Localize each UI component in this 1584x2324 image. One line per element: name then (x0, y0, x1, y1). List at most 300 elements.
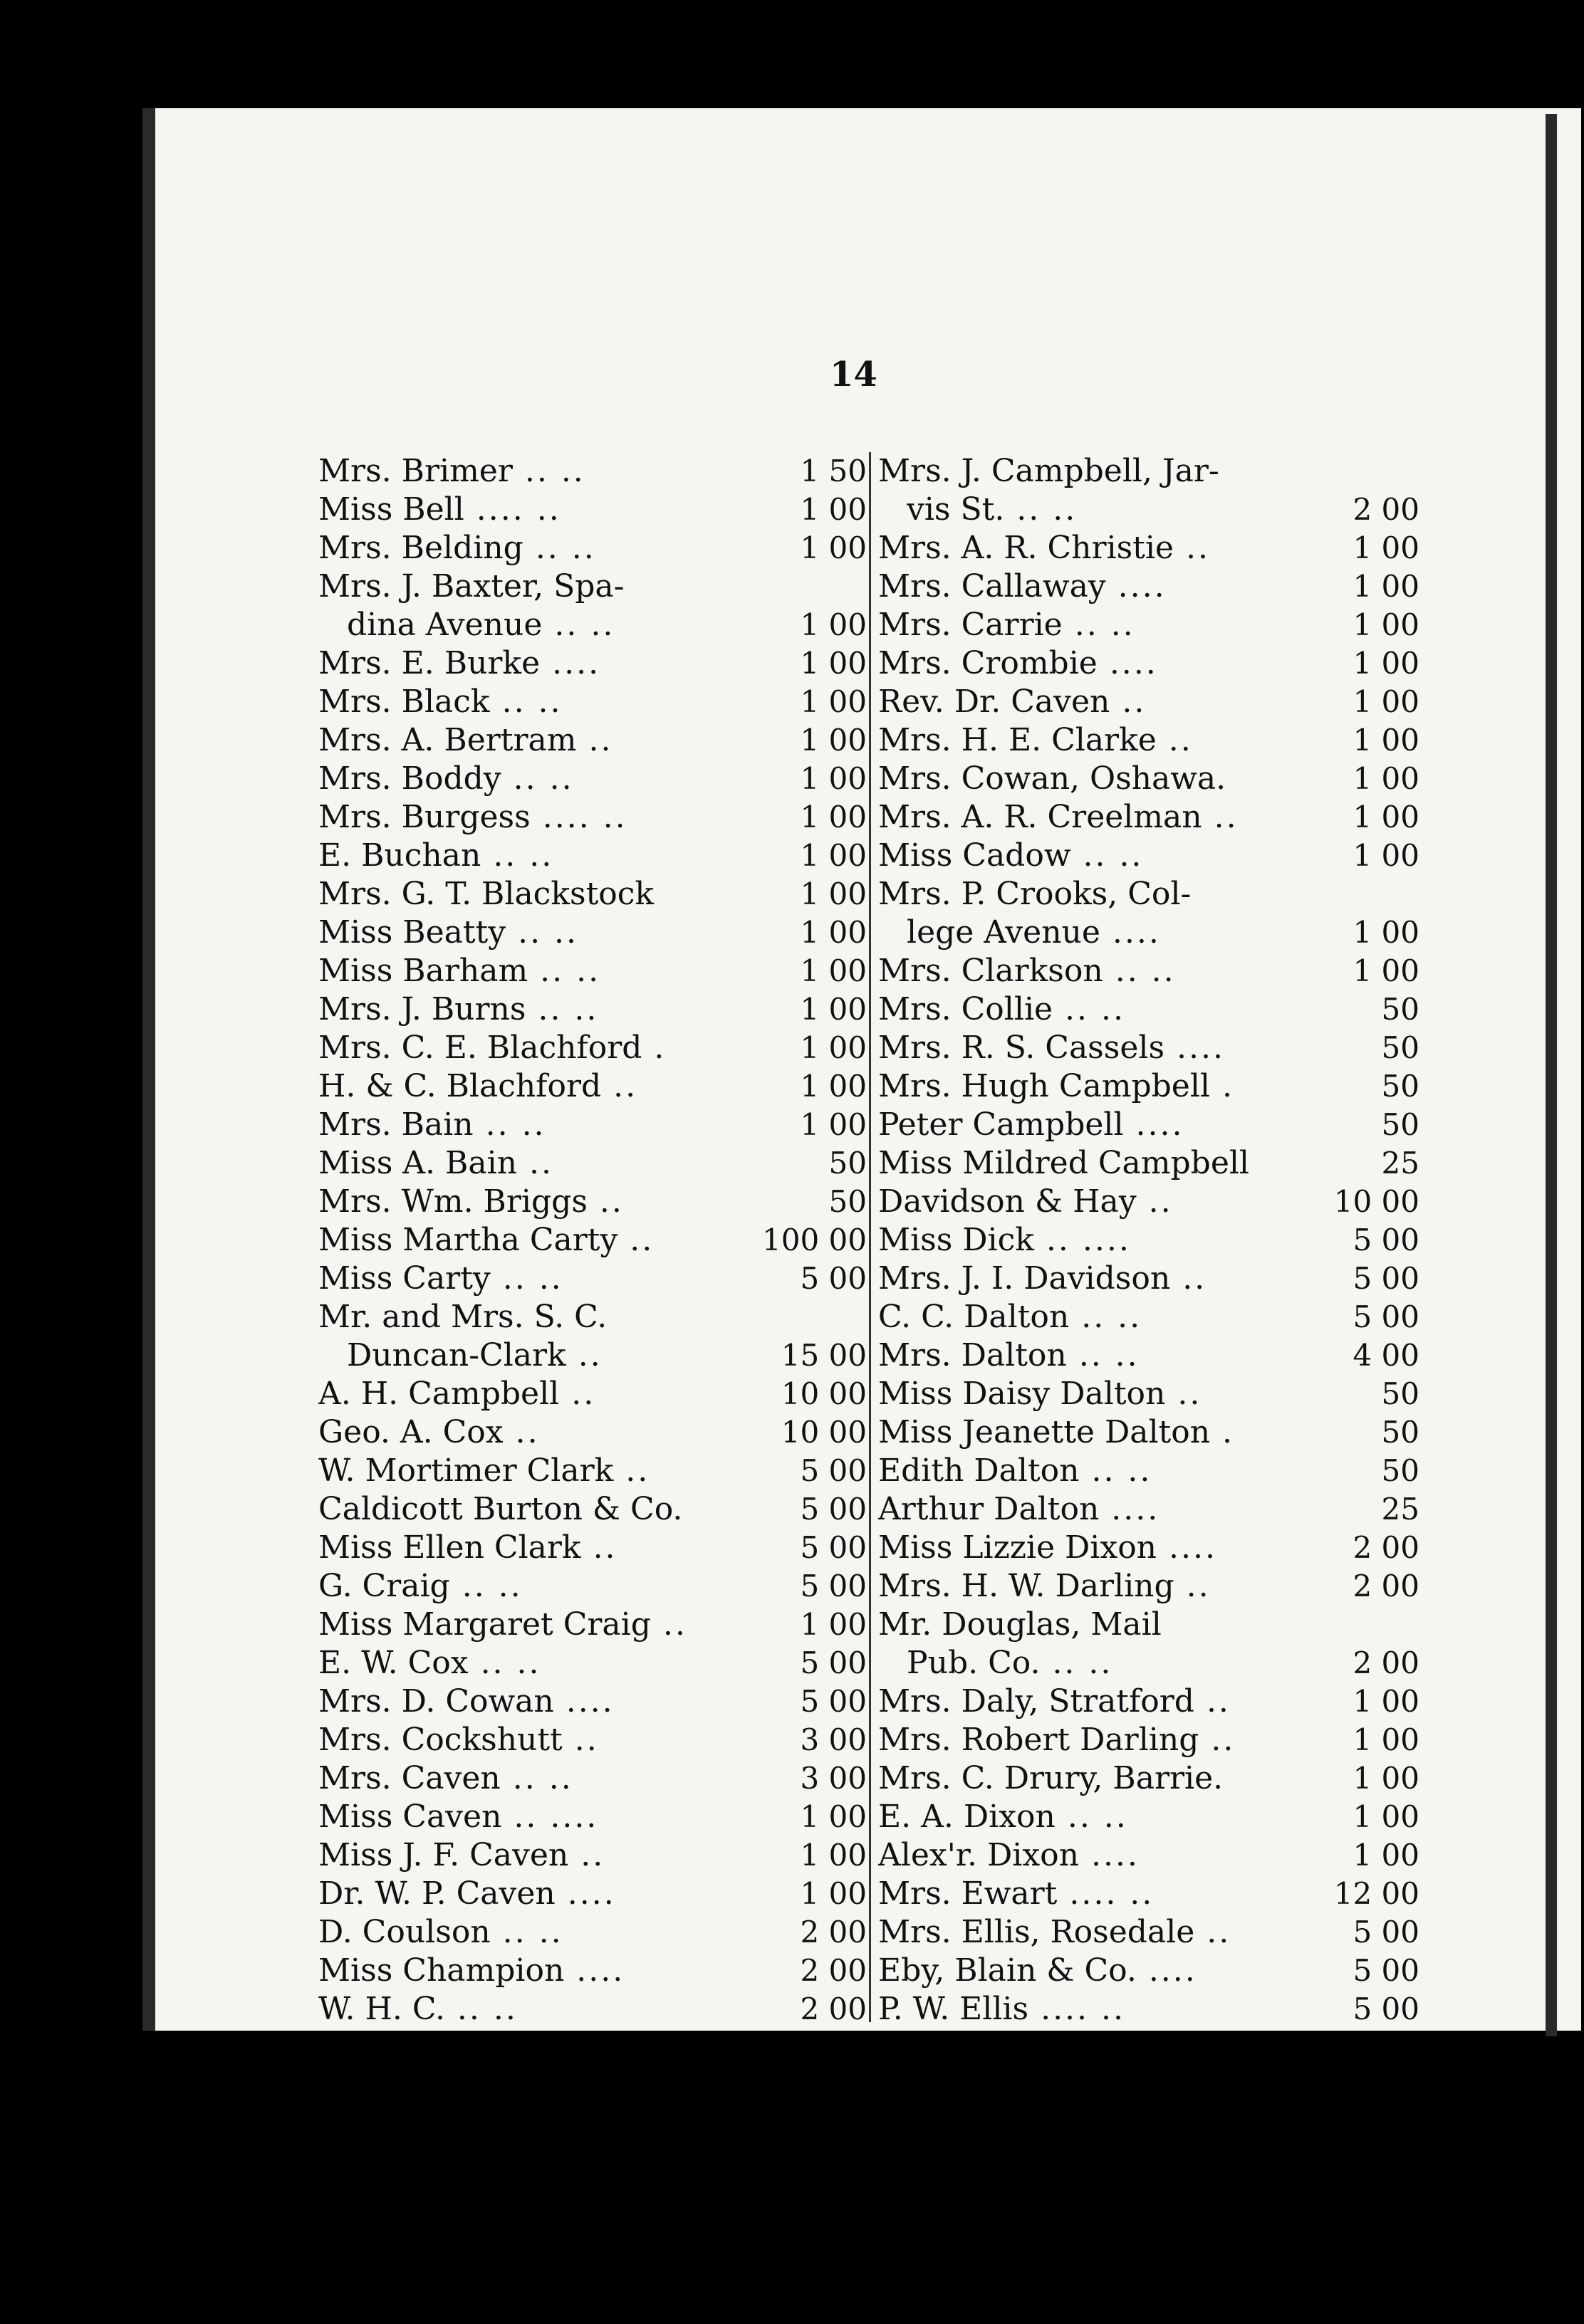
left-column (318, 452, 867, 2029)
donor-name: Mrs. C. E. Blachford . (318, 1030, 667, 1066)
donor-name: Duncan-Clark .. (347, 1337, 603, 1373)
donor-row (318, 1029, 867, 1067)
donation-amount: 3 00 (800, 1761, 867, 1796)
donor-name: Mrs. J. Burns .. .. (318, 991, 599, 1027)
leader-dots: .. (613, 1452, 650, 1489)
donor-name: Miss Barham .. .. (318, 953, 601, 989)
donation-amount: 1 00 (1353, 915, 1419, 950)
donor-name: Mrs. Caven .. .. (318, 1760, 573, 1796)
leader-dots: .. (576, 722, 613, 758)
leader-dots: .. (517, 1145, 553, 1181)
donation-amount: 1 00 (800, 684, 867, 719)
right-column (869, 452, 1419, 2027)
donation-amount: 50 (1381, 1453, 1419, 1488)
donor-name: Rev. Dr. Caven .. (878, 684, 1147, 720)
donor-name: Miss Bell .... .. (318, 491, 561, 528)
donor-row (318, 1106, 867, 1144)
donation-amount: 1 00 (800, 838, 867, 873)
donor-row (878, 760, 1419, 798)
donor-row (318, 760, 867, 798)
donation-amount: 50 (1381, 1415, 1419, 1450)
donor-row (878, 567, 1419, 606)
donor-name: Mrs. Burgess .... .. (318, 799, 627, 835)
donor-row (318, 683, 867, 721)
donor-name: P. W. Ellis .... .. (878, 1991, 1125, 2027)
donor-name: Mrs. Crombie .... (878, 645, 1158, 681)
leader-dots: .. (566, 1337, 603, 1373)
donation-amount: 1 00 (1353, 800, 1419, 834)
donor-row (878, 1375, 1419, 1413)
donor-name: Mrs. Bain .. .. (318, 1106, 546, 1143)
donor-name: A. H. Campbell .. (318, 1376, 596, 1412)
donor-name: Mrs. P. Crooks, Col- (878, 876, 1192, 912)
leader-dots: .. .. (468, 1645, 541, 1681)
donor-row (878, 1336, 1419, 1375)
leader-dots: . (642, 1030, 667, 1066)
donor-row (318, 1490, 867, 1529)
leader-dots: .. (1174, 1568, 1211, 1604)
donor-name: Miss Mildred Campbell (878, 1145, 1249, 1181)
donor-name: Miss Cadow .. .. (878, 837, 1144, 874)
donor-row (318, 721, 867, 760)
donor-name: Mrs. A. R. Christie .. (878, 530, 1210, 566)
donor-row (318, 990, 867, 1029)
donor-name: Arthur Dalton .... (878, 1491, 1160, 1527)
donor-row (878, 1798, 1419, 1836)
donor-name: Peter Campbell .... (878, 1106, 1184, 1143)
leader-dots: .. (1170, 1260, 1207, 1297)
donation-amount: 1 00 (800, 761, 867, 796)
donation-amount: 50 (1381, 992, 1419, 1027)
leader-dots: .. .. (1069, 1299, 1142, 1335)
donor-row (318, 1682, 867, 1721)
donor-name: Geo. A. Cox .. (318, 1414, 540, 1450)
donation-amount: 2 00 (1353, 1645, 1419, 1680)
donor-name: Mrs. H. E. Clarke .. (878, 722, 1193, 758)
donor-name: Mr. and Mrs. S. C. (318, 1299, 608, 1335)
leader-dots: .. .. (1062, 607, 1135, 643)
donor-name: Davidson & Hay .. (878, 1183, 1173, 1220)
page-number: 14 (830, 355, 877, 394)
donor-row (878, 1144, 1419, 1183)
leader-dots: .. (1110, 684, 1147, 720)
donor-name: Miss A. Bain .. (318, 1145, 553, 1181)
leader-dots: .. (618, 1222, 655, 1258)
donation-amount: 1 00 (1353, 838, 1419, 873)
donor-name: Mrs. Ellis, Rosedale .. (878, 1914, 1231, 1950)
donation-amount: 5 00 (800, 1569, 867, 1603)
donor-name: Mrs. Boddy .. .. (318, 760, 574, 797)
leader-dots: .... (1099, 1491, 1160, 1527)
donor-name: E. Buchan .. .. (318, 837, 554, 874)
leader-dots: .. .. (526, 991, 599, 1027)
donor-name: Mr. Douglas, Mail (878, 1606, 1162, 1643)
leader-dots: . (1209, 1068, 1234, 1104)
donor-row (318, 1913, 867, 1952)
leader-dots: .... (555, 1875, 616, 1912)
donor-name: Dr. W. P. Caven .... (318, 1875, 616, 1912)
donor-name: Miss Daisy Dalton .. (878, 1376, 1202, 1412)
donor-name: dina Avenue .. .. (347, 607, 615, 643)
leader-dots: .. .. (542, 607, 615, 643)
donor-name: Mrs. A. R. Creelman .. (878, 799, 1239, 835)
donor-name: Miss Caven .. .... (318, 1799, 599, 1835)
leader-dots: .. (568, 1837, 605, 1873)
donor-row (318, 491, 867, 529)
donor-row (318, 1067, 867, 1106)
donor-row (318, 567, 867, 606)
donor-row (878, 875, 1419, 914)
donation-amount: 1 00 (1353, 1722, 1419, 1757)
leader-dots: .. (1202, 799, 1239, 835)
leader-dots: .. .. (490, 1260, 563, 1297)
donor-name: Mrs. J. Campbell, Jar- (878, 453, 1219, 489)
donor-name: Mrs. A. Bertram .. (318, 722, 613, 758)
donation-amount: 50 (1381, 1030, 1419, 1065)
donor-row (878, 1260, 1419, 1298)
donor-name: Mrs. Callaway .... (878, 568, 1167, 604)
donor-row (878, 452, 1419, 491)
donation-amount: 5 00 (1353, 1223, 1419, 1257)
donor-name: Mrs. G. T. Blackstock (318, 876, 655, 912)
donation-amount: 5 00 (800, 1530, 867, 1565)
leader-dots: .. .. (1103, 953, 1176, 989)
donor-name: Mrs. C. Drury, Barrie. (878, 1760, 1224, 1796)
leader-dots: .. .. (512, 453, 585, 489)
leader-dots: .... (540, 645, 601, 681)
donor-row (878, 1183, 1419, 1221)
donor-row (878, 990, 1419, 1029)
donation-amount: 1 00 (800, 876, 867, 911)
donor-row (318, 1836, 867, 1875)
donor-name: Eby, Blain & Co. .... (878, 1952, 1197, 1989)
donor-name: Mrs. Ewart .... .. (878, 1875, 1155, 1912)
donation-amount: 1 00 (1353, 723, 1419, 758)
leader-dots: .. (587, 1183, 624, 1220)
donation-amount: 1 00 (1353, 530, 1419, 565)
leader-dots: .... .. (1057, 1875, 1155, 1912)
donation-amount: 1 00 (800, 1799, 867, 1834)
donor-row (878, 1567, 1419, 1606)
donation-amount: 1 00 (1353, 1761, 1419, 1796)
donation-amount: 1 50 (800, 454, 867, 488)
leader-dots: .. .. (1004, 491, 1078, 528)
donor-row (878, 683, 1419, 721)
leader-dots: .. .. (481, 837, 554, 874)
donor-row (878, 1298, 1419, 1336)
donation-amount: 2 00 (800, 1991, 867, 2026)
donor-row (318, 1529, 867, 1567)
donor-row (878, 491, 1419, 529)
donor-row (318, 1798, 867, 1836)
donation-amount: 1 00 (800, 953, 867, 988)
donor-row (878, 1644, 1419, 1682)
donor-name: C. C. Dalton .. .. (878, 1299, 1142, 1335)
leader-dots: .... (1136, 1952, 1197, 1989)
leader-dots: .. (650, 1606, 687, 1643)
donation-amount: 1 00 (800, 1107, 867, 1142)
leader-dots: .. .. (489, 684, 563, 720)
donor-row (878, 1221, 1419, 1260)
donor-row (878, 1952, 1419, 1990)
donor-row (878, 798, 1419, 837)
leader-dots: .. (580, 1529, 618, 1566)
donation-amount: 5 00 (800, 1492, 867, 1527)
donor-row (318, 1606, 867, 1644)
donor-row (318, 1644, 867, 1682)
donor-row (878, 1913, 1419, 1952)
leader-dots: .. .. (506, 914, 579, 951)
donation-amount: 1 00 (800, 492, 867, 527)
donor-row (318, 914, 867, 952)
next-page-edge (1546, 114, 1557, 2036)
donation-amount: 50 (1381, 1069, 1419, 1104)
donation-amount: 15 00 (781, 1338, 867, 1373)
donor-row (318, 1567, 867, 1606)
donor-name: E. W. Cox .. .. (318, 1645, 541, 1681)
leader-dots: .... .. (1028, 1991, 1125, 2027)
donor-name: Miss Lizzie Dixon .... (878, 1529, 1217, 1566)
donor-name: Edith Dalton .. .. (878, 1452, 1152, 1489)
donor-name: Mrs. J. Baxter, Spa- (318, 568, 625, 604)
donor-row (318, 529, 867, 567)
donor-name: Mrs. R. S. Cassels .... (878, 1030, 1225, 1066)
leader-dots: . (1210, 1414, 1235, 1450)
donation-amount: 2 00 (1353, 1530, 1419, 1565)
leader-dots: .. .. (1053, 991, 1125, 1027)
donation-amount: 1 00 (800, 1069, 867, 1104)
donation-amount: 10 00 (781, 1415, 867, 1450)
leader-dots: .. (503, 1414, 540, 1450)
donor-name: Mrs. Carrie .. .. (878, 607, 1135, 643)
donation-amount: 1 00 (1353, 1838, 1419, 1873)
donor-row (878, 952, 1419, 990)
donor-name: Miss Ellen Clark .. (318, 1529, 618, 1566)
donor-row (878, 914, 1419, 952)
donor-row (318, 1452, 867, 1490)
donor-name: Miss Beatty .. .. (318, 914, 579, 951)
leader-dots: .. (601, 1068, 638, 1104)
donor-row (878, 1067, 1419, 1106)
donation-amount: 2 00 (1353, 1569, 1419, 1603)
leader-dots: .... (1123, 1106, 1184, 1143)
donor-row (878, 1106, 1419, 1144)
donation-amount: 1 00 (800, 992, 867, 1027)
donor-row (318, 875, 867, 914)
donation-amount: 5 00 (1353, 1991, 1419, 2026)
donation-amount: 5 00 (1353, 1261, 1419, 1296)
donor-row (318, 606, 867, 644)
donation-amount: 1 00 (1353, 953, 1419, 988)
donation-amount: 1 00 (800, 723, 867, 758)
donation-amount: 1 00 (1353, 761, 1419, 796)
donor-name: G. Craig .. .. (318, 1568, 523, 1604)
donor-name: Mrs. Black .. .. (318, 684, 563, 720)
donor-row (878, 1413, 1419, 1452)
donor-row (878, 1682, 1419, 1721)
donation-amount: 1 00 (800, 1838, 867, 1873)
donation-amount: 2 00 (800, 1953, 867, 1988)
donor-name: Mrs. H. W. Darling .. (878, 1568, 1211, 1604)
donor-name: W. Mortimer Clark .. (318, 1452, 650, 1489)
leader-dots: .. .. (1079, 1452, 1152, 1489)
donor-row (318, 1990, 867, 2029)
donor-name: Mrs. E. Burke .... (318, 645, 601, 681)
donation-amount: 1 00 (800, 1876, 867, 1911)
donation-amount: 5 00 (1353, 1299, 1419, 1334)
donation-amount: 1 00 (800, 607, 867, 642)
donor-row (878, 1875, 1419, 1913)
leader-dots: .... (1105, 568, 1167, 604)
donation-amount: 5 00 (1353, 1953, 1419, 1988)
donor-row (318, 1298, 867, 1336)
donor-row (878, 1759, 1419, 1798)
leader-dots: .... .. (530, 799, 627, 835)
donation-amount: 3 00 (800, 1722, 867, 1757)
donation-amount: 5 00 (800, 1453, 867, 1488)
donor-row (318, 1952, 867, 1990)
donor-name: Miss J. F. Caven .. (318, 1837, 605, 1873)
donor-row (318, 798, 867, 837)
donor-name: Mrs. Dalton .. .. (878, 1337, 1140, 1373)
donor-row (878, 721, 1419, 760)
donor-row (318, 1260, 867, 1298)
leader-dots: .. (1173, 530, 1210, 566)
leader-dots: .. .. (501, 760, 574, 797)
donation-amount: 50 (828, 1184, 867, 1219)
donor-row (878, 1606, 1419, 1644)
donor-name: Miss Martha Carty .. (318, 1222, 655, 1258)
donation-amount: 10 00 (1333, 1184, 1419, 1219)
donor-name: Miss Jeanette Dalton . (878, 1414, 1235, 1450)
donation-amount: 5 00 (800, 1645, 867, 1680)
leader-dots: .. .. (528, 953, 601, 989)
leader-dots: .... (1097, 645, 1158, 681)
donation-amount: 1 00 (1353, 684, 1419, 719)
leader-dots: .. .. (449, 1568, 523, 1604)
donor-name: Miss Dick .. .... (878, 1222, 1131, 1258)
donor-row (878, 837, 1419, 875)
leader-dots: .. .. (1070, 837, 1144, 874)
donor-row (318, 1221, 867, 1260)
leader-dots: .. (1136, 1183, 1173, 1220)
donation-amount: 2 00 (800, 1915, 867, 1949)
donor-row (878, 644, 1419, 683)
leader-dots: .. (1194, 1914, 1231, 1950)
donor-row (878, 1990, 1419, 2029)
donor-row (318, 1875, 867, 1913)
leader-dots: .... (1100, 914, 1161, 951)
donation-amount: 5 00 (800, 1684, 867, 1719)
leader-dots: .. .. (490, 1914, 563, 1950)
donation-amount: 1 00 (800, 530, 867, 565)
leader-dots: .. .. (523, 530, 596, 566)
donor-name: Mrs. Brimer .. .. (318, 453, 585, 489)
donation-amount: 1 00 (800, 915, 867, 950)
donor-name: Pub. Co. .. .. (907, 1645, 1113, 1681)
donor-name: vis St. .. .. (907, 491, 1078, 528)
leader-dots: .... (553, 1683, 615, 1720)
donor-name: Miss Carty .. .. (318, 1260, 563, 1297)
donor-name: Mrs. Cowan, Oshawa. (878, 760, 1226, 797)
donor-row (878, 1452, 1419, 1490)
donor-row (878, 606, 1419, 644)
donation-amount: 1 00 (800, 1030, 867, 1065)
leader-dots: .. .. (1055, 1799, 1128, 1835)
donor-row (878, 1029, 1419, 1067)
donation-amount: 5 00 (1353, 1915, 1419, 1949)
donor-row (878, 1490, 1419, 1529)
donation-amount: 5 00 (800, 1261, 867, 1296)
donation-amount: 25 (1381, 1146, 1419, 1181)
donor-name: Mrs. Hugh Campbell . (878, 1068, 1234, 1104)
donation-amount: 1 00 (1353, 607, 1419, 642)
donation-amount: 4 00 (1353, 1338, 1419, 1373)
leader-dots: .. (1194, 1683, 1231, 1720)
donor-row (318, 1375, 867, 1413)
leader-dots: .. .. (1040, 1645, 1113, 1681)
donation-amount: 10 00 (781, 1376, 867, 1411)
donor-row (318, 1144, 867, 1183)
leader-dots: .. .... (1033, 1222, 1131, 1258)
donation-amount: 1 00 (1353, 1684, 1419, 1719)
donation-amount: 2 00 (1353, 492, 1419, 527)
donor-name: Miss Champion .... (318, 1952, 625, 1989)
donor-row (318, 644, 867, 683)
donation-amount: 25 (1381, 1492, 1419, 1527)
donor-row (318, 837, 867, 875)
leader-dots: .... (1157, 1529, 1217, 1566)
donor-row (318, 1413, 867, 1452)
donation-amount: 1 00 (800, 646, 867, 681)
leader-dots: .. (1165, 1376, 1202, 1412)
donation-amount: 1 00 (1353, 1799, 1419, 1834)
donor-name: Miss Margaret Craig .. (318, 1606, 687, 1643)
donation-amount: 100 00 (762, 1223, 867, 1257)
leader-dots: .. .... (501, 1799, 599, 1835)
donation-amount: 50 (1381, 1107, 1419, 1142)
donor-name: Mrs. Collie .. .. (878, 991, 1125, 1027)
donor-row (318, 1759, 867, 1798)
donation-amount: 50 (828, 1146, 867, 1181)
donor-row (878, 529, 1419, 567)
leader-dots: .. .. (444, 1991, 518, 2027)
donor-name: Mrs. D. Cowan .... (318, 1683, 615, 1720)
leader-dots: .... .. (464, 491, 561, 528)
donor-name: Mrs. Cockshutt .. (318, 1722, 599, 1758)
donation-amount: 1 00 (1353, 646, 1419, 681)
donor-name: Alex'r. Dixon .... (878, 1837, 1140, 1873)
donation-amount: 1 00 (800, 800, 867, 834)
leader-dots: .. (562, 1722, 599, 1758)
donor-name: Mrs. Daly, Stratford .. (878, 1683, 1231, 1720)
leader-dots: .. (559, 1376, 596, 1412)
donor-name: Caldicott Burton & Co. (318, 1491, 683, 1527)
donor-name: Mrs. J. I. Davidson .. (878, 1260, 1207, 1297)
donor-name: lege Avenue .... (907, 914, 1161, 951)
donor-name: Mrs. Wm. Briggs .. (318, 1183, 624, 1220)
leader-dots: .... (564, 1952, 625, 1989)
donation-amount: 50 (1381, 1376, 1419, 1411)
donor-row (318, 952, 867, 990)
leader-dots: .... (1164, 1030, 1225, 1066)
donor-row (318, 1721, 867, 1759)
donor-name: Mrs. Belding .. .. (318, 530, 596, 566)
donor-row (878, 1529, 1419, 1567)
leader-dots: .... (1078, 1837, 1140, 1873)
donor-row (318, 1336, 867, 1375)
donor-name: D. Coulson .. .. (318, 1914, 563, 1950)
